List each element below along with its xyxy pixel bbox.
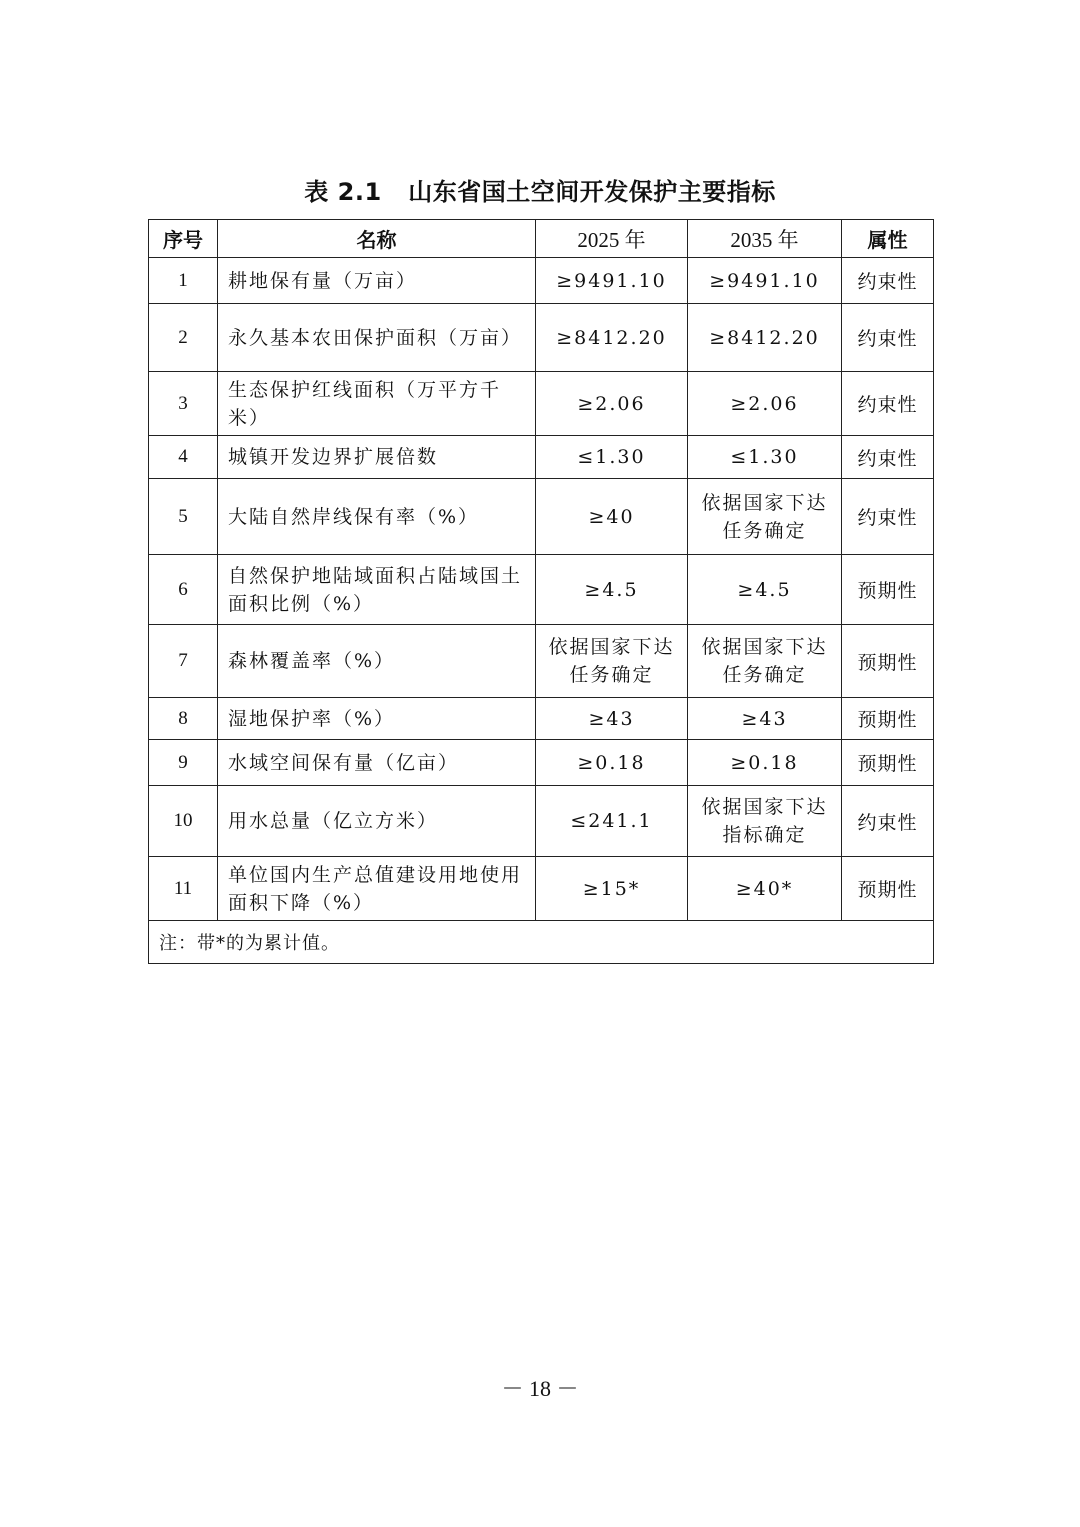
row-value-2035: 依据国家下达指标确定 [688, 786, 842, 857]
row-attribute: 约束性 [842, 304, 934, 372]
table-title: 表 2.1 山东省国土空间开发保护主要指标 [304, 178, 776, 206]
row-index: 2 [149, 304, 218, 372]
row-name: 单位国内生产总值建设用地使用面积下降（%） [218, 857, 536, 921]
row-value-2035: ≥0.18 [688, 740, 842, 786]
row-index: 5 [149, 479, 218, 555]
row-value-2025: 依据国家下达任务确定 [536, 625, 688, 698]
table-row [149, 436, 934, 479]
row-index: 9 [149, 740, 218, 786]
row-index: 1 [149, 258, 218, 304]
row-name: 湿地保护率（%） [218, 698, 536, 740]
row-value-2035: ≥2.06 [688, 372, 842, 436]
row-index: 4 [149, 436, 218, 479]
row-index: 6 [149, 555, 218, 625]
table-row [149, 625, 934, 698]
row-value-2025: ≥9491.10 [536, 258, 688, 304]
row-value-2025: ≥4.5 [536, 555, 688, 625]
row-index: 7 [149, 625, 218, 698]
row-value-2025: ≥0.18 [536, 740, 688, 786]
row-value-2025: ≥40 [536, 479, 688, 555]
row-name: 城镇开发边界扩展倍数 [218, 436, 536, 479]
row-value-2035: 依据国家下达任务确定 [688, 479, 842, 555]
row-value-2025: ≥15* [536, 857, 688, 921]
header-index: 序号 [149, 220, 218, 258]
table-row [149, 372, 934, 436]
header-name: 名称 [218, 220, 536, 258]
table-note: 注：带*的为累计值。 [149, 921, 934, 964]
header-2025: 2025 年 [536, 220, 688, 258]
row-attribute: 约束性 [842, 786, 934, 857]
row-index: 3 [149, 372, 218, 436]
row-value-2025: ≥43 [536, 698, 688, 740]
row-name: 生态保护红线面积（万平方千米） [218, 372, 536, 436]
row-value-2025: ≤241.1 [536, 786, 688, 857]
row-attribute: 预期性 [842, 698, 934, 740]
table-row [149, 555, 934, 625]
row-index: 10 [149, 786, 218, 857]
row-value-2035: ≥4.5 [688, 555, 842, 625]
table-row [149, 857, 934, 921]
row-attribute: 约束性 [842, 436, 934, 479]
page-number: － 18 － [501, 1376, 579, 1401]
row-name: 永久基本农田保护面积（万亩） [218, 304, 536, 372]
row-attribute: 预期性 [842, 857, 934, 921]
row-attribute: 预期性 [842, 625, 934, 698]
table-header-row [149, 220, 934, 258]
indicator-table [148, 219, 934, 964]
row-name: 耕地保有量（万亩） [218, 258, 536, 304]
row-attribute: 预期性 [842, 555, 934, 625]
row-attribute: 约束性 [842, 479, 934, 555]
row-value-2025: ≥8412.20 [536, 304, 688, 372]
row-value-2035: ≥43 [688, 698, 842, 740]
table-row [149, 698, 934, 740]
table-note-row [149, 921, 934, 964]
row-attribute: 预期性 [842, 740, 934, 786]
table-row [149, 786, 934, 857]
header-2035: 2035 年 [688, 220, 842, 258]
row-value-2035: ≤1.30 [688, 436, 842, 479]
row-index: 8 [149, 698, 218, 740]
row-name: 用水总量（亿立方米） [218, 786, 536, 857]
row-name: 水域空间保有量（亿亩） [218, 740, 536, 786]
row-attribute: 约束性 [842, 258, 934, 304]
table-row [149, 740, 934, 786]
row-name: 大陆自然岸线保有率（%） [218, 479, 536, 555]
row-value-2025: ≤1.30 [536, 436, 688, 479]
table-row [149, 479, 934, 555]
row-value-2035: 依据国家下达任务确定 [688, 625, 842, 698]
row-value-2035: ≥8412.20 [688, 304, 842, 372]
row-name: 自然保护地陆域面积占陆域国土面积比例（%） [218, 555, 536, 625]
row-name: 森林覆盖率（%） [218, 625, 536, 698]
row-value-2035: ≥9491.10 [688, 258, 842, 304]
header-attribute: 属性 [842, 220, 934, 258]
table-row [149, 258, 934, 304]
table-row [149, 304, 934, 372]
row-value-2025: ≥2.06 [536, 372, 688, 436]
row-attribute: 约束性 [842, 372, 934, 436]
row-value-2035: ≥40* [688, 857, 842, 921]
row-index: 11 [149, 857, 218, 921]
